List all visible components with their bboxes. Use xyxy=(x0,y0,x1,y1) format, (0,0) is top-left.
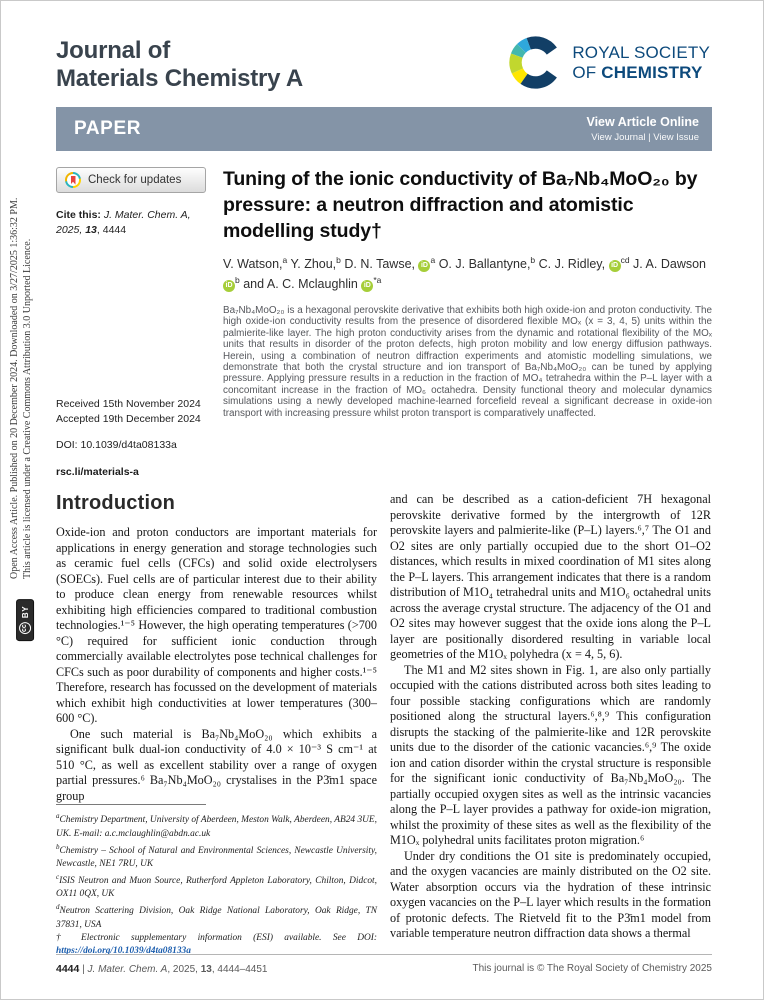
cc-by-label: BY xyxy=(21,605,30,619)
journal-header xyxy=(56,37,712,93)
check-for-updates-label: Check for updates xyxy=(88,174,182,187)
page-footer xyxy=(56,954,712,975)
rsc-logo-line2: OF CHEMISTRY xyxy=(572,62,703,82)
footnote: $^d$Neutron Scattering Division, Oak Ridge National Laboratory, Oak Ridge, TN 37831, USA xyxy=(56,903,377,930)
journal-site-link[interactable]: rsc.li/materials-a xyxy=(56,466,139,479)
journal-name xyxy=(56,37,303,93)
author: Y. Zhou,$^b$ xyxy=(290,254,341,272)
cc-icon: cc xyxy=(20,622,32,634)
crossmark-icon xyxy=(65,172,81,188)
footnote: † Electronic supplementary information (ESI) available. See DOI: https://doi.org/10.1039/d4ta08133a xyxy=(56,932,377,956)
intro-left-paras xyxy=(56,525,377,804)
view-article-online-link[interactable]: View Article Online xyxy=(586,115,699,130)
journal-name-line1: Journal of xyxy=(56,37,171,64)
footnote-rule xyxy=(56,804,206,805)
footer-citation: 4444 | J. Mater. Chem. A, 2025, 13, 4444–4451 xyxy=(56,963,268,975)
author: D. N. Tawse, $iD^a$ xyxy=(344,254,436,272)
rsc-logo-icon xyxy=(507,34,564,91)
paragraph: and can be described as a cation-deficient 7H hexagonal perovskite derivative formed by the intergrowth of 12R perovskite layers and palmierite-like (P–L) layers.⁶,⁷ The O1 and O2 sites are only partially occupied due to the short O1–O2 distances, which results in mixed coordination of M1 sites along the P–L layers. This arrangement indicates that there is a random distribution of M1O₄ tetrahedral units and M1O₆ octahedral units across the average crystal structure. The adjacency of the O1 and O2 sites may however suggest that the oxide ions along the P–L layer are positionally disordered resulting in variable local geometries of the M1Oₓ polyhedra (x = 4, 5, 6). xyxy=(390,492,711,662)
doi: DOI: 10.1039/d4ta08133a xyxy=(56,438,177,451)
journal-name-line2: Materials Chemistry A xyxy=(56,65,304,93)
orcid-icon[interactable]: iD xyxy=(223,280,235,292)
orcid-icon[interactable]: iD xyxy=(609,260,621,272)
received-date: Received 15th November 2024 xyxy=(56,397,201,410)
article-meta xyxy=(56,305,223,481)
abstract: Ba₇Nb₄MoO₂₀ is a hexagonal perovskite derivative that exhibits both high oxide-ion and proton conductivity. The high oxide-ion conductivity results from the presence of disordered flexible MOₓ (x = 3, 4, 5) units within the palmierite-like layer. The high proton conductivity arises from the dynamic and rotational flexibility of the MOₓ units that results in disorder of the proton defects, high proton mobility and low energy diffusion pathways. Herein, using a combination of neutron diffraction experiments and atomistic modelling simulations, we demonstrate that both the crystal structure and ion transport of Ba₇Nb₄MoO₂₀ can be tuned by applying pressure. Applying pressure results in a reduction in the fraction of MO₄ tetrahedra within the P–L layer with a concomitant increase in the fraction of MO₆ octahedra. Density functional theory and molecular dynamics simulations using a newly developed machine-learned forcefield reveal a significant decrease in oxide-ion transport with increasing pressure whilst proton transport is comparatively unaffected. xyxy=(223,304,712,419)
paragraph: Under dry conditions the O1 site is predominately occupied, and the oxygen vacancies are mainly distributed on the O2 site. Water absorption occurs via the hydration of these intrinsic oxygen vacancies on the P–L layer which results in the formation of protonic defects. The Rietveld fit to the P3̄m1 model from variable temperature neutron diffraction data shows a thermal xyxy=(390,848,711,941)
rsc-logo-line1: ROYAL SOCIETY xyxy=(572,43,710,63)
open-access-note: Open Access Article. Published on 20 December 2024. Downloaded on 3/27/2025 1:36:32 PM. xyxy=(9,197,20,579)
footnote: $^c$ISIS Neutron and Muon Source, Rutherford Appleton Laboratory, Chilton, Didcot, OX11 0QX, UK xyxy=(56,872,377,900)
check-for-updates-button[interactable] xyxy=(56,167,206,193)
paper-type-label: PAPER xyxy=(74,118,142,140)
footnotes xyxy=(56,810,377,955)
footnote-block xyxy=(56,804,377,955)
author: J. A. Dawson $iD^b$ xyxy=(223,257,709,291)
rsc-logo xyxy=(507,34,712,91)
section-title: Introduction xyxy=(56,492,176,515)
article-title: Tuning of the ionic conductivity of Ba₇Nb₄MoO₂₀ by pressure: a neutron diffraction and atomistic modelling study† xyxy=(223,168,698,242)
footnote: $^b$Chemistry – School of Natural and Environmental Sciences, Newcastle University, Newcastle, NE1 7RU, UK xyxy=(56,842,377,869)
paragraph: Oxide-ion and proton conductors are important materials for applications in energy generation and storage technologies such as ceramic fuel cells (CFCs) and solid oxide electrolysers (SOECs). Fuel cells are of particular interest due to their ability to produce clean energy from renewable resources whilst exhibiting high efficiencies compared to traditional combustion technologies.¹⁻⁵ However, the high operating temperatures (>700 °C) required for sufficient ionic conduction through commercially available electrolytes pose technical challenges for CFCs such as poor durability of components and higher costs.¹⁻⁵ Therefore, research has focussed on the development of materials which exhibit high conductivities at lower temperatures (300–600 °C). xyxy=(56,525,377,726)
intro-left-col xyxy=(56,492,377,955)
footer-copyright: This journal is © The Royal Society of Chemistry 2025 xyxy=(472,963,712,974)
author: O. J. Ballantyne,$^b$ xyxy=(438,254,536,272)
license-note: This article is licensed under a Creative Commons Attribution 3.0 Unported Licence. xyxy=(22,238,33,579)
rsc-logo-text xyxy=(572,43,710,81)
cc-by-badge[interactable] xyxy=(12,591,39,649)
intro-right-col xyxy=(390,492,711,955)
view-journal-issue-links[interactable]: View Journal | View Issue xyxy=(591,132,699,144)
article-type-banner xyxy=(56,107,712,151)
author: and A. C. Mclaughlin $iD^{*a}$ xyxy=(243,275,382,292)
author: C. J. Ridley, $iD^{cd}$ xyxy=(538,254,630,272)
author-list xyxy=(223,254,712,295)
orcid-icon[interactable]: iD xyxy=(361,280,373,292)
footnote: $^a$Chemistry Department, University of Aberdeen, Meston Walk, Aberdeen, AB24 3UE, UK. E-mail: a.c.mclaughlin@abdn.ac.uk xyxy=(56,812,377,839)
esi-doi-link[interactable]: https://doi.org/10.1039/d4ta08133a xyxy=(56,945,191,956)
paragraph: One such material is Ba₇Nb₄MoO₂₀ which exhibits a significant bulk dual-ion conductivity of 4.0 × 10⁻³ S cm⁻¹ at 510 °C, as well as excellent stability over a range of oxygen partial pressures.⁶ Ba₇Nb₄MoO₂₀ crystalises in the P3̄m1 space group xyxy=(56,726,377,803)
cite-this: Cite this: J. Mater. Chem. A, 2025, 13, 4444 xyxy=(56,209,191,237)
orcid-icon[interactable]: iD xyxy=(418,260,430,272)
author: V. Watson,$^a$ xyxy=(223,254,288,272)
accepted-date: Accepted 19th December 2024 xyxy=(56,412,201,425)
paragraph: The M1 and M2 sites shown in Fig. 1, are also only partially occupied with the cations distributed across both sites leading to four possible stacking configurations which are randomly positioned along the structural layers.⁶,⁸,⁹ This configuration disrupts the stacking of the palmierite-like and 12R perovskite units due to the disorder of the cationic vacancies.⁶,⁹ The oxide ion and cation disorder within the crystal structure is responsible for the significant ionic conductivity of Ba₇Nb₄MoO₂₀. The partially occupied oxygen sites as well as the intrinsic vacancies along the P–L layer provides a pathway for oxide-ion migration, whilst the proximity of these sites as well as the flexibility of the M1Oₓ polyhedral units facilitates proton migration.⁶ xyxy=(390,662,711,848)
